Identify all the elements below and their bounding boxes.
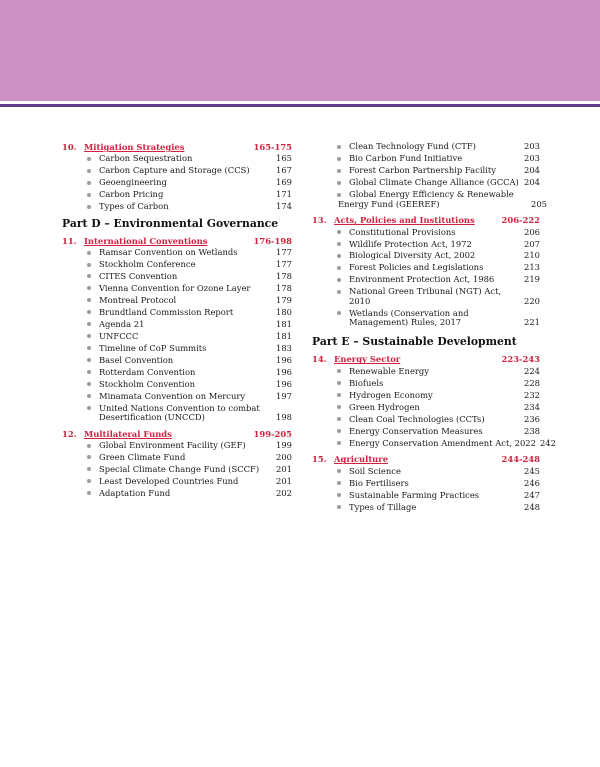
entry-page: 247 [524,489,540,500]
toc-entry[interactable] [62,476,292,488]
toc-entry[interactable] [62,283,292,295]
toc-entry[interactable] [62,367,292,379]
chapter-14-heading[interactable] [312,353,540,365]
bullet-icon [87,406,91,410]
entry-page: 202 [276,488,292,499]
toc-entry[interactable] [312,377,540,389]
entry-page: 210 [524,250,540,261]
entry-page: 213 [524,262,540,273]
chapter-title[interactable]: Energy Sector [334,354,401,365]
entry-page: 196 [276,367,292,378]
bullet-icon [337,469,341,473]
entry-title: Adaptation Fund [99,488,171,499]
entry-page: 205 [531,198,547,209]
entry-page: 177 [276,259,292,270]
bullet-icon [87,358,91,362]
bullet-icon [337,405,341,409]
entry-title: Bio Fertilisers [349,477,409,488]
bullet-icon [87,334,91,338]
entry-title: UNFCCC [99,331,139,342]
toc-entry[interactable] [312,141,540,153]
toc-entry[interactable] [62,165,292,177]
entry-title: Environment Protection Act, 1986 [349,274,495,285]
entry-title: CITES Convention [99,271,178,282]
entry-title: Green Hydrogen [349,401,420,412]
entry-title: Minamata Convention on Mercury [99,391,246,402]
bullet-icon [337,393,341,397]
bullet-icon [337,181,341,185]
toc-entry[interactable] [62,343,292,355]
toc-entry[interactable] [62,440,292,452]
toc-entry[interactable] [312,365,540,377]
bullet-icon [87,394,91,398]
entry-title: Wetlands (Conservation and Management) Rules, 2017 [349,307,469,327]
chapter-number: 14. [312,354,327,365]
bullet-icon [337,242,341,246]
bullet-icon [87,455,91,459]
entry-title: Energy Conservation Amendment Act, 2022 [349,437,536,448]
chapter-number: 13. [312,215,327,226]
toc-entry[interactable] [62,391,292,403]
entry-title: Renewable Energy [349,365,429,376]
toc-entry[interactable] [62,355,292,367]
bullet-icon [337,169,341,173]
entry-page: 234 [524,401,540,412]
toc-entry[interactable] [312,501,540,513]
entry-page: 197 [276,391,292,402]
chapter-page-range: 206-222 [501,215,540,226]
toc-entry[interactable] [312,389,540,401]
bullet-icon [337,278,341,282]
entry-title: United Nations Convention to combat Desertification (UNCCD) [99,403,260,423]
bullet-icon [87,491,91,495]
toc-entry[interactable] [312,165,540,177]
entry-page: 196 [276,355,292,366]
entry-title: Energy Conservation Measures [349,425,483,436]
entry-title: Global Environment Facility (GEF) [99,440,246,451]
entry-title: Global Energy Efficiency & Renewable Energy Fund (GEEREF) [338,189,514,209]
entry-page: 179 [276,295,292,306]
toc-entry[interactable] [62,452,292,464]
entry-title: Vienna Convention for Ozone Layer [99,283,251,294]
chapter-number: 11. [62,235,77,246]
toc-entry[interactable] [62,247,292,259]
entry-page: 238 [524,425,540,436]
bullet-icon [337,157,341,161]
chapter-title[interactable]: International Conventions [84,235,208,246]
bullet-icon [87,346,91,350]
entry-title: Green Climate Fund [99,452,186,463]
bullet-icon [337,505,341,509]
entry-page: 242 [539,437,556,448]
part-d-heading: Part D – Environmental Governance [62,216,279,230]
bullet-icon [87,205,91,209]
entry-title: Montreal Protocol [99,295,177,306]
entry-page: 219 [524,274,540,285]
toc-entry[interactable] [62,307,292,319]
bullet-icon [337,481,341,485]
toc-entry[interactable] [62,189,292,201]
bullet-icon [337,193,341,197]
bullet-icon [87,181,91,185]
chapter-10-heading[interactable] [62,141,292,153]
entry-title: Soil Science [349,465,401,476]
toc-entry[interactable] [312,465,540,477]
entry-page: 174 [276,201,292,212]
toc-entry[interactable] [62,488,292,500]
entry-page: 221 [524,316,540,327]
entry-page: 180 [276,307,292,318]
toc-entry[interactable] [312,489,540,501]
entry-page: 232 [524,389,540,400]
entry-title: Rotterdam Convention [99,367,196,378]
entry-title: Forest Policies and Legislations [349,262,484,273]
entry-title: Biological Diversity Act, 2002 [349,250,476,261]
entry-page: 178 [276,271,292,282]
toc-entry[interactable] [62,295,292,307]
entry-page: 220 [524,295,540,306]
entry-title: Brundtland Commission Report [99,307,234,318]
entry-title: Timeline of CoP Summits [99,343,207,354]
entry-title: Carbon Sequestration [99,153,193,164]
toc-entry[interactable] [312,274,540,286]
entry-title: Stockholm Convention [99,379,196,390]
bullet-icon [337,145,341,149]
entry-page: 203 [524,153,540,164]
entry-title: Ramsar Convention on Wetlands [99,247,238,258]
entry-page: 199 [276,440,292,451]
toc-entry[interactable] [62,201,292,213]
entry-title: Geoengineering [99,177,167,188]
bullet-icon [337,417,341,421]
entry-title: Forest Carbon Partnership Facility [349,165,496,176]
entry-page: 181 [276,331,292,342]
toc-entry[interactable] [62,403,292,424]
bullet-icon [337,254,341,258]
entry-page: 246 [524,477,540,488]
entry-page: 201 [276,476,292,487]
entry-title: Carbon Capture and Storage (CCS) [99,165,250,176]
toc-entry[interactable] [62,464,292,476]
bullet-icon [87,479,91,483]
chapter-13-heading[interactable] [312,214,540,226]
toc-right-column [312,141,556,513]
entry-page: 169 [276,177,292,188]
chapter-page-range: 176-198 [253,235,292,246]
entry-title: Types of Carbon [99,201,169,212]
bullet-icon [337,230,341,234]
bullet-icon [337,311,341,315]
entry-title: Clean Coal Technologies (CCTs) [349,413,485,424]
chapter-15-heading[interactable] [312,453,540,465]
entry-page: 248 [524,501,540,512]
toc-entry[interactable] [312,401,540,413]
toc-entry[interactable] [62,177,292,189]
entry-page: 183 [276,343,292,354]
entry-title: Global Climate Change Alliance (GCCA) [349,177,519,188]
toc-entry[interactable] [312,189,547,210]
toc-entry[interactable] [312,286,540,307]
bullet-icon [87,263,91,267]
entry-title: Agenda 21 [99,319,145,330]
bullet-icon [337,369,341,373]
chapter-title[interactable]: Agriculture [334,454,389,465]
entry-title: Clean Technology Fund (CTF) [349,141,476,152]
toc-entry[interactable] [312,238,540,250]
entry-title: Carbon Pricing [99,189,164,200]
entry-title: Wildlife Protection Act, 1972 [349,238,472,249]
toc-entry[interactable] [62,331,292,343]
entry-page: 245 [524,465,540,476]
header-rule [0,104,600,107]
toc-entry[interactable] [312,477,540,489]
chapter-number: 10. [62,142,77,152]
toc-left-column [62,141,292,500]
chapter-number: 15. [312,454,327,465]
toc-entry[interactable] [312,177,540,189]
entry-title: National Green Tribunal (NGT) Act, 2010 [349,286,502,306]
part-e-heading: Part E – Sustainable Development [312,335,517,349]
bullet-icon [87,286,91,290]
chapter-title[interactable]: Acts, Policies and Institutions [334,215,475,226]
chapter-11-heading[interactable] [62,235,292,247]
bullet-icon [87,169,91,173]
toc-entry[interactable] [312,437,556,449]
entry-page: 204 [524,177,540,188]
entry-page: 228 [524,377,540,388]
toc-entry[interactable] [312,425,540,437]
entry-page: 236 [524,413,540,424]
chapter-page-range: 244-248 [501,454,540,465]
toc-entry[interactable] [62,153,292,165]
entry-page: 167 [276,165,292,176]
entry-page: 207 [524,238,540,249]
chapter-page-range: 165-175 [253,142,292,152]
bullet-icon [87,310,91,314]
chapter-number: 12. [62,428,77,439]
bullet-icon [87,251,91,255]
entry-page: 171 [276,189,292,200]
bullet-icon [337,441,341,445]
entry-page: 165 [276,153,292,164]
bullet-icon [337,493,341,497]
entry-page: 206 [524,226,540,237]
chapter-12-heading[interactable] [62,428,292,440]
entry-page: 203 [524,141,540,152]
entry-title: Bio Carbon Fund Initiative [349,153,463,164]
bullet-icon [87,322,91,326]
bullet-icon [337,266,341,270]
toc-entry[interactable] [312,153,540,165]
toc-entry[interactable] [312,250,540,262]
entry-page: 178 [276,283,292,294]
bullet-icon [87,298,91,302]
entry-title: Types of Tillage [349,501,417,512]
entry-title: Constitutional Provisions [349,226,456,237]
toc-entry[interactable] [62,259,292,271]
entry-page: 196 [276,379,292,390]
entry-page: 198 [276,412,292,423]
entry-title: Hydrogen Economy [349,389,433,400]
entry-title: Least Developed Countries Fund [99,476,239,487]
chapter-title[interactable]: Multilateral Funds [84,428,172,439]
toc-entry[interactable] [312,226,540,238]
bullet-icon [87,193,91,197]
entry-page: 200 [276,452,292,463]
header-banner [0,0,600,101]
entry-title: Biofuels [349,377,384,388]
bullet-icon [87,382,91,386]
toc-entry[interactable] [62,319,292,331]
entry-title: Basel Convention [99,355,174,366]
entry-page: 177 [276,247,292,258]
entry-page: 201 [276,464,292,475]
bullet-icon [87,157,91,161]
toc-entry[interactable] [62,271,292,283]
chapter-page-range: 199-205 [253,428,292,439]
entry-title: Stockholm Conference [99,259,196,270]
chapter-title[interactable]: Mitigation Strategies [84,142,185,152]
toc-entry[interactable] [312,413,540,425]
bullet-icon [337,381,341,385]
entry-title: Sustainable Farming Practices [349,489,480,500]
bullet-icon [337,290,341,294]
toc-entry[interactable] [312,307,540,328]
entry-title: Special Climate Change Fund (SCCF) [99,464,260,475]
bullet-icon [87,467,91,471]
bullet-icon [337,429,341,433]
entry-page: 224 [524,365,540,376]
toc-entry[interactable] [312,262,540,274]
bullet-icon [87,274,91,278]
bullet-icon [87,370,91,374]
entry-page: 181 [276,319,292,330]
toc-entry[interactable] [62,379,292,391]
entry-page: 204 [524,165,540,176]
chapter-page-range: 223-243 [501,354,540,365]
bullet-icon [87,444,91,448]
